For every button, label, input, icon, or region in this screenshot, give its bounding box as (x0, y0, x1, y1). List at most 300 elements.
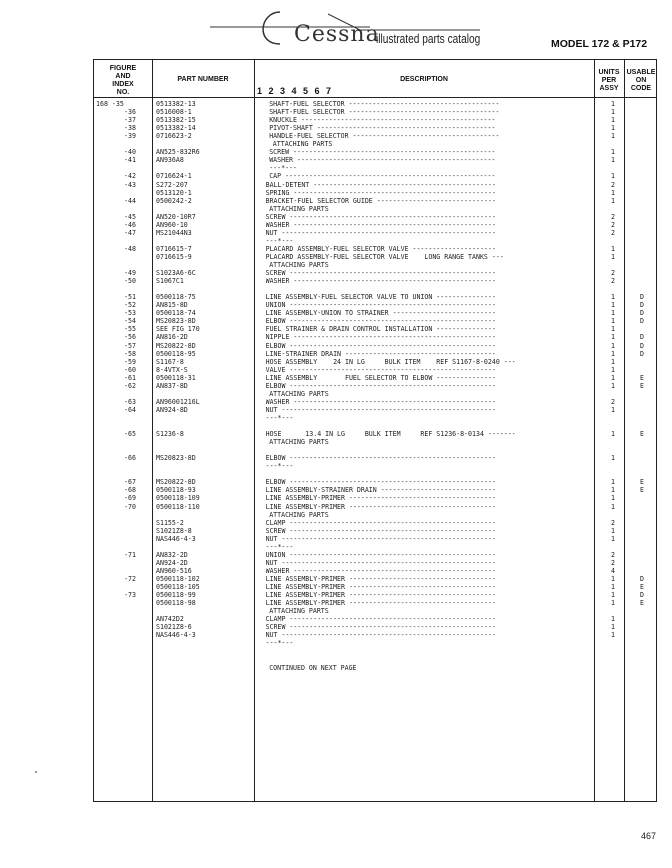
part-number-column-header: PART NUMBER (177, 76, 229, 83)
table-row (94, 430, 658, 438)
units-per-assy-cell: 1 (611, 574, 615, 583)
table-row (94, 140, 658, 148)
part-number-cell: MS20822-8D (156, 478, 196, 487)
units-per-assy-cell: 2 (611, 397, 615, 406)
usable-code-cell: D (640, 591, 644, 600)
table-row (94, 333, 658, 341)
figure-index-cell: -65 (124, 430, 136, 439)
units-per-assy-cell: 2 (611, 269, 615, 278)
table-row (94, 567, 658, 575)
units-per-assy-cell: 1 (611, 623, 615, 632)
figure-index-cell: -71 (124, 550, 136, 559)
table-row (94, 317, 658, 325)
description-cell: SCREW ---------------------------------------------------- (265, 623, 496, 632)
figure-index-cell: -53 (124, 309, 136, 318)
part-number-cell: 0716615-9 (156, 252, 192, 261)
table-row (94, 478, 658, 486)
description-cell: HOSE 13.4 IN LG BULK ITEM REF S1236-8-0134 ------- (265, 430, 516, 439)
units-per-assy-cell: 2 (611, 558, 615, 567)
units-per-assy-cell: 1 (611, 405, 615, 414)
table-row (94, 301, 658, 309)
usable-code-cell: D (640, 293, 644, 302)
part-number-cell: 0513382-15 (156, 116, 196, 125)
table-row (94, 470, 658, 478)
description-cell: NUT ------------------------------------------------------ (265, 631, 496, 640)
part-number-cell: AN815-8D (156, 301, 188, 310)
description-cell: HOSE ASSEMBLY 24 IN LG BULK ITEM REF S1167-8-0240 --- (265, 357, 516, 366)
description-cell: PLACARD ASSEMBLY-FUEL SELECTOR VALVE --------------------- (265, 244, 496, 253)
table-row (94, 221, 658, 229)
description-cell: ---*--- (265, 639, 294, 648)
units-per-assy-cell: 1 (611, 156, 615, 165)
part-number-cell: 0500118-74 (156, 309, 196, 318)
usable-code-cell: D (640, 574, 644, 583)
description-cell: SHAFT-FUEL SELECTOR -------------------------------------- (269, 100, 500, 108)
units-per-assy-cell: 1 (611, 293, 615, 302)
description-cell: ATTACHING PARTS (269, 204, 329, 213)
model-label: MODEL 172 & P172 (551, 38, 648, 50)
description-cell: PIVOT-SHAFT --------------------------------------------- (269, 124, 496, 133)
figure-index-cell: -39 (124, 132, 136, 141)
table-row (94, 342, 658, 350)
table-row (94, 446, 658, 454)
usable-code-cell: D (640, 349, 644, 358)
table-row (94, 559, 658, 567)
description-cell: CONTINUED ON NEXT PAGE (269, 663, 357, 672)
description-cell: SCREW ---------------------------------------------------- (265, 526, 496, 535)
figure-index-cell: -41 (124, 156, 136, 165)
units-per-assy-cell: 1 (611, 381, 615, 390)
part-number-cell: 0500118-98 (156, 599, 196, 608)
figure-index-cell: -48 (124, 244, 136, 253)
units-per-assy-cell: 1 (611, 244, 615, 253)
table-row (94, 623, 658, 631)
figure-index-cell: -36 (124, 108, 136, 117)
description-cell: ATTACHING PARTS (269, 510, 329, 519)
table-row (94, 253, 658, 261)
description-cell: WASHER -------------------------------------------------- (269, 156, 496, 165)
part-number-cell: 0716623-2 (156, 132, 192, 141)
figure-index-cell: -44 (124, 196, 136, 205)
description-cell: ELBOW ---------------------------------------------------- (265, 341, 496, 350)
usable-code-cell: D (640, 309, 644, 318)
units-per-assy-cell: 1 (611, 534, 615, 543)
description-cell: PLACARD ASSEMBLY-FUEL SELECTOR VALVE LONG RANGE TANKS --- (265, 252, 504, 261)
table-row (94, 438, 658, 446)
part-number-cell: MS20823-8D (156, 317, 196, 326)
figure-index-cell: -55 (124, 325, 136, 334)
usable-code-cell: E (640, 478, 644, 487)
units-per-assy-cell: 1 (611, 108, 615, 117)
table-row (94, 350, 658, 358)
figure-index-cell: -57 (124, 341, 136, 350)
units-per-assy-cell: 1 (611, 100, 615, 108)
units-per-assy-cell: 1 (611, 373, 615, 382)
units-per-assy-cell: 1 (611, 196, 615, 205)
table-row (94, 172, 658, 180)
part-number-cell: 0500118-109 (156, 494, 200, 503)
table-row (94, 390, 658, 398)
units-per-assy-cell: 1 (611, 317, 615, 326)
part-number-cell: S1021Z8-8 (156, 526, 192, 535)
table-row (94, 503, 658, 511)
table-row (94, 213, 658, 221)
figure-index-cell: -37 (124, 116, 136, 125)
table-row (94, 156, 658, 164)
description-cell: LINE ASSEMBLY-PRIMER ------------------------------------- (265, 574, 496, 583)
usable-code-cell: D (640, 301, 644, 310)
page-speck (35, 771, 37, 773)
part-number-cell: AN960-516 (156, 566, 192, 575)
description-cell: ---*--- (265, 413, 294, 422)
table-row (94, 181, 658, 189)
part-number-cell: 0500118-105 (156, 583, 200, 591)
description-cell: ATTACHING PARTS (269, 389, 329, 398)
description-cell: ELBOW ---------------------------------------------------- (265, 454, 496, 463)
description-cell: HANDLE-FUEL SELECTOR ------------------------------------- (269, 132, 500, 141)
part-number-cell: 0500118-31 (156, 373, 196, 382)
figure-index-cell: -43 (124, 180, 136, 189)
part-number-cell: MS20822-8D (156, 341, 196, 350)
units-per-assy-cell: 2 (611, 220, 615, 229)
units-per-assy-cell: 1 (611, 124, 615, 133)
figure-index-cell: -61 (124, 373, 136, 382)
units-per-assy-cell: 1 (611, 430, 615, 439)
part-number-cell: 0500118-99 (156, 591, 196, 600)
description-cell: CLAMP ---------------------------------------------------- (265, 615, 496, 624)
table-row (94, 631, 658, 639)
indent-level-ruler: 1 2 3 4 5 6 7 (257, 86, 334, 96)
description-cell: NUT ------------------------------------------------------ (265, 558, 496, 567)
units-per-assy-cell: 1 (611, 148, 615, 157)
part-number-cell: 0513382-14 (156, 124, 196, 133)
usable-code-column-header: USABLE ON CODE (626, 69, 656, 92)
units-per-assy-cell: 1 (611, 188, 615, 197)
description-cell: ATTACHING PARTS (269, 261, 329, 269)
units-per-assy-cell: 1 (611, 333, 615, 342)
units-per-assy-cell: 1 (611, 309, 615, 318)
table-row (94, 148, 658, 156)
catalog-title: illustrated parts catalog (376, 31, 481, 46)
table-row (94, 414, 658, 422)
units-per-assy-cell: 1 (611, 365, 615, 374)
part-number-cell: 0500118-95 (156, 349, 196, 358)
figure-index-cell: -63 (124, 397, 136, 406)
usable-code-cell: E (640, 599, 644, 608)
units-per-assy-cell: 1 (611, 341, 615, 350)
part-number-cell: S1155-2 (156, 518, 184, 527)
part-number-cell: 0500118-102 (156, 574, 200, 583)
figure-index-cell: -52 (124, 301, 136, 310)
description-cell: SCREW --------------------------------------------------- (269, 148, 496, 157)
usable-code-cell: E (640, 430, 644, 439)
figure-index-cell: -66 (124, 454, 136, 463)
figure-index-cell: -50 (124, 277, 136, 286)
part-number-cell: NAS446-4-3 (156, 631, 196, 640)
table-row (94, 454, 658, 462)
description-cell: ELBOW ---------------------------------------------------- (265, 381, 496, 390)
description-cell: LINE ASSEMBLY-FUEL SELECTOR VALVE TO UNION --------------- (265, 293, 496, 302)
description-cell: NUT ------------------------------------------------------ (265, 534, 496, 543)
usable-code-cell: E (640, 373, 644, 382)
part-number-cell: 0500118-93 (156, 486, 196, 495)
units-per-assy-cell: 2 (611, 277, 615, 286)
figure-index-cell: -42 (124, 172, 136, 181)
table-row (94, 124, 658, 132)
units-per-assy-cell: 1 (611, 591, 615, 600)
description-cell: ATTACHING PARTS (269, 607, 329, 616)
description-cell: ---*--- (265, 236, 294, 245)
part-number-cell: MS21044N3 (156, 228, 192, 237)
table-row (94, 293, 658, 301)
figure-index-cell: -51 (124, 293, 136, 302)
description-cell: NUT ------------------------------------------------------ (265, 405, 496, 414)
description-cell: LINE ASSEMBLY-STRAINER DRAIN ----------------------------- (265, 486, 496, 495)
table-row (94, 519, 658, 527)
part-number-cell: AN96001216L (156, 397, 200, 406)
table-row (94, 132, 658, 140)
description-cell: ---*--- (265, 542, 294, 551)
figure-column-header: FIGURE AND INDEX NO. (109, 65, 137, 96)
description-cell: NUT ------------------------------------------------------ (265, 228, 496, 237)
figure-index-cell: -49 (124, 269, 136, 278)
part-number-cell: S1023A6-6C (156, 269, 196, 278)
units-per-assy-cell: 2 (611, 550, 615, 559)
part-number-cell: 0516008-1 (156, 108, 192, 117)
units-per-assy-cell: 1 (611, 357, 615, 366)
part-number-cell: 0500242-2 (156, 196, 192, 205)
table-row (94, 189, 658, 197)
description-cell: ELBOW ---------------------------------------------------- (265, 317, 496, 326)
table-row (94, 591, 658, 599)
part-number-cell: 0513382-13 (156, 100, 196, 108)
units-per-assy-cell: 1 (611, 583, 615, 591)
table-row (94, 358, 658, 366)
description-cell: LINE ASSEMBLY-UNION TO STRAINER -------------------------- (265, 309, 496, 318)
figure-index-cell: -68 (124, 486, 136, 495)
table-row (94, 494, 658, 502)
part-number-cell: 0500118-110 (156, 502, 200, 511)
figure-index-cell: -59 (124, 357, 136, 366)
table-row (94, 462, 658, 470)
usable-code-cell: D (640, 333, 644, 342)
description-cell: SPRING --------------------------------------------------- (265, 188, 496, 197)
brand-name: Cessna (294, 22, 380, 47)
table-row (94, 639, 658, 647)
description-cell: ---*--- (269, 164, 297, 173)
figure-index-cell: -64 (124, 405, 136, 414)
units-per-assy-cell: 1 (611, 615, 615, 624)
figure-index-cell: 168 -35 (96, 100, 124, 108)
description-cell: WASHER --------------------------------------------------- (265, 220, 496, 229)
description-cell: ELBOW ---------------------------------------------------- (265, 478, 496, 487)
units-per-assy-cell: 4 (611, 566, 615, 575)
description-cell: LINE ASSEMBLY FUEL SELECTOR TO ELBOW --------------- (265, 373, 496, 382)
usable-code-cell: D (640, 317, 644, 326)
figure-index-cell: -70 (124, 502, 136, 511)
description-cell: LINE ASSEMBLY-PRIMER ------------------------------------- (265, 583, 496, 591)
part-number-cell: S1021Z8-6 (156, 623, 192, 632)
description-cell: UNION ---------------------------------------------------- (265, 550, 496, 559)
table-row (94, 325, 658, 333)
part-number-cell: AN924-2D (156, 558, 188, 567)
description-cell: LINE ASSEMBLY-PRIMER ------------------------------------- (265, 502, 496, 511)
table-row (94, 527, 658, 535)
page-number: 467 (641, 831, 657, 841)
table-row (94, 205, 658, 213)
table-row (94, 511, 658, 519)
usable-code-cell: E (640, 583, 644, 591)
part-number-cell: AN525-832R6 (156, 148, 200, 157)
table-row (94, 309, 658, 317)
units-per-assy-cell: 2 (611, 212, 615, 221)
part-number-cell: 0716615-7 (156, 244, 192, 253)
part-number-cell: AN960-10 (156, 220, 188, 229)
table-row (94, 583, 658, 591)
table-row (94, 615, 658, 623)
part-number-cell: S1067C1 (156, 277, 184, 286)
table-row (94, 535, 658, 543)
usable-code-cell: E (640, 486, 644, 495)
figure-index-cell: -67 (124, 478, 136, 487)
description-cell: UNION ---------------------------------------------------- (265, 301, 496, 310)
table-row (94, 607, 658, 615)
table-row (94, 229, 658, 237)
units-per-assy-cell: 1 (611, 301, 615, 310)
part-number-cell: S272-207 (156, 180, 188, 189)
units-per-assy-cell: 1 (611, 526, 615, 535)
table-row (94, 543, 658, 551)
units-per-assy-cell: 2 (611, 518, 615, 527)
description-cell: LINE ASSEMBLY-PRIMER ------------------------------------- (265, 591, 496, 600)
part-number-cell: SEE FIG 170 (156, 325, 200, 334)
part-number-cell: S1167-8 (156, 357, 184, 366)
header-divider (94, 97, 656, 98)
units-per-assy-cell: 1 (611, 325, 615, 334)
table-row (94, 575, 658, 583)
table-row (94, 269, 658, 277)
table-row (94, 164, 658, 172)
usable-code-cell: D (640, 341, 644, 350)
part-number-cell: 8-4VTX-S (156, 365, 188, 374)
part-number-cell: 0513120-1 (156, 188, 192, 197)
part-number-cell: AN520-10R7 (156, 212, 196, 221)
figure-index-cell: -58 (124, 349, 136, 358)
figure-index-cell: -69 (124, 494, 136, 503)
units-per-assy-cell: 1 (611, 172, 615, 181)
figure-index-cell: -60 (124, 365, 136, 374)
table-row (94, 551, 658, 559)
part-number-cell: AN924-8D (156, 405, 188, 414)
description-cell: NIPPLE --------------------------------------------------- (265, 333, 496, 342)
table-row (94, 599, 658, 607)
figure-index-cell: -62 (124, 381, 136, 390)
description-cell: WASHER --------------------------------------------------- (265, 397, 496, 406)
table-row (94, 366, 658, 374)
table-row (94, 655, 658, 663)
units-per-assy-cell: 1 (611, 486, 615, 495)
table-row (94, 664, 658, 672)
description-cell: SHAFT-FUEL SELECTOR -------------------------------------- (269, 108, 500, 117)
part-number-cell: AN816-2D (156, 333, 188, 342)
description-cell: CAP ----------------------------------------------------- (269, 172, 496, 181)
description-cell: ---*--- (265, 462, 294, 471)
table-row (94, 100, 658, 108)
table-row (94, 406, 658, 414)
description-cell: ATTACHING PARTS (272, 140, 333, 149)
table-row (94, 285, 658, 293)
part-number-cell: AN837-8D (156, 381, 188, 390)
units-per-assy-cell: 1 (611, 478, 615, 487)
table-row (94, 647, 658, 655)
description-cell: SCREW ---------------------------------------------------- (265, 212, 496, 221)
units-per-assy-cell: 2 (611, 180, 615, 189)
description-cell: LINE ASSEMBLY-PRIMER ------------------------------------- (265, 599, 496, 608)
units-column-header: UNITS PER ASSY (598, 69, 620, 92)
description-cell: SCREW ---------------------------------------------------- (265, 269, 496, 278)
units-per-assy-cell: 1 (611, 252, 615, 261)
units-per-assy-cell: 1 (611, 132, 615, 141)
table-row (94, 245, 658, 253)
part-number-cell: AN936A8 (156, 156, 184, 165)
table-row (94, 422, 658, 430)
figure-index-cell: -40 (124, 148, 136, 157)
description-cell: VALVE ---------------------------------------------------- (265, 365, 496, 374)
table-row (94, 486, 658, 494)
description-cell: ATTACHING PARTS (269, 438, 329, 447)
figure-index-cell: -72 (124, 574, 136, 583)
table-row (94, 374, 658, 382)
part-number-cell: NAS446-4-3 (156, 534, 196, 543)
part-number-cell: MS20823-8D (156, 454, 196, 463)
units-per-assy-cell: 1 (611, 494, 615, 503)
description-column-header: DESCRIPTION (400, 76, 448, 83)
units-per-assy-cell: 1 (611, 454, 615, 463)
figure-index-cell: -38 (124, 124, 136, 133)
usable-code-cell: E (640, 381, 644, 390)
description-cell: BALL-DETENT ---------------------------------------------- (265, 180, 496, 189)
figure-index-cell: -56 (124, 333, 136, 342)
figure-index-cell: -73 (124, 591, 136, 600)
part-number-cell: AN742D2 (156, 615, 184, 624)
description-cell: LINE ASSEMBLY-PRIMER ------------------------------------- (265, 494, 496, 503)
table-row (94, 382, 658, 390)
units-per-assy-cell: 1 (611, 631, 615, 640)
units-per-assy-cell: 1 (611, 502, 615, 511)
description-cell: FUEL STRAINER & DRAIN CONTROL INSTALLATION --------------- (265, 325, 496, 334)
units-per-assy-cell: 1 (611, 599, 615, 608)
part-number-cell: S1236-8 (156, 430, 184, 439)
table-row (94, 261, 658, 269)
table-row (94, 398, 658, 406)
table-row (94, 116, 658, 124)
units-per-assy-cell: 2 (611, 228, 615, 237)
figure-index-cell: -46 (124, 220, 136, 229)
part-number-cell: 0500118-75 (156, 293, 196, 302)
figure-index-cell: -54 (124, 317, 136, 326)
description-cell: BRACKET-FUEL SELECTOR GUIDE ------------------------------ (265, 196, 496, 205)
part-number-cell: AN832-2D (156, 550, 188, 559)
table-row (94, 197, 658, 205)
table-row (94, 237, 658, 245)
units-per-assy-cell: 1 (611, 349, 615, 358)
description-cell: WASHER --------------------------------------------------- (265, 277, 496, 286)
figure-index-cell: -45 (124, 212, 136, 221)
table-row (94, 108, 658, 116)
table-row (94, 277, 658, 285)
figure-index-cell: -47 (124, 228, 136, 237)
parts-table (93, 59, 657, 802)
